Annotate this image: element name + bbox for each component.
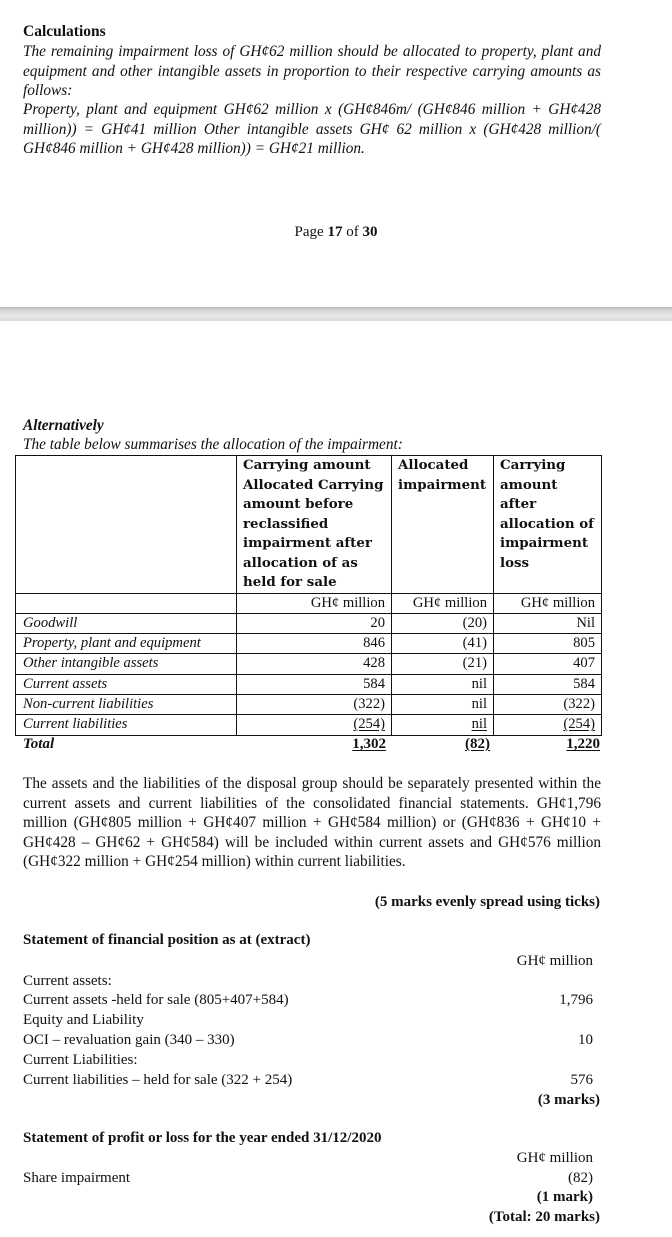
row-impairment: (20) bbox=[392, 613, 494, 633]
table-units-row bbox=[16, 593, 602, 613]
sofp-line-label: Current Liabilities: bbox=[23, 1052, 138, 1068]
sopl-heading: Statement of profit or loss for the year ended 31/12/2020 bbox=[23, 1130, 382, 1146]
row-label: Goodwill bbox=[16, 613, 237, 633]
total-after: 1,220 bbox=[566, 736, 600, 752]
row-before: (254) bbox=[353, 716, 385, 733]
row-before: 428 bbox=[237, 654, 392, 674]
sopl-unit: GH¢ million bbox=[516, 1150, 593, 1166]
row-impairment-cell bbox=[392, 715, 494, 735]
row-label: Non-current liabilities bbox=[16, 694, 237, 714]
page-total: 30 bbox=[362, 224, 378, 240]
total-before: 1,302 bbox=[352, 736, 386, 752]
row-impairment: (41) bbox=[392, 634, 494, 654]
sopl-marks: (1 mark) bbox=[536, 1189, 593, 1205]
marks-note-5: (5 marks evenly spread using ticks) bbox=[374, 894, 600, 910]
sofp-line-label: Current liabilities – held for sale (322 + 254) bbox=[23, 1072, 293, 1088]
header-cell-label bbox=[16, 456, 237, 594]
page-separator bbox=[0, 307, 672, 321]
table-header-row bbox=[16, 456, 602, 594]
sofp-line-label: Current assets: bbox=[23, 973, 112, 989]
sofp-line-value: 1,796 bbox=[559, 992, 593, 1008]
header-cell-carrying-before: Carrying amount Allocated Carrying amount before reclassified impairment after allocation of as held for sale bbox=[237, 456, 392, 594]
row-before: 846 bbox=[237, 634, 392, 654]
table-row bbox=[16, 634, 602, 654]
unit-cell: GH¢ million bbox=[494, 593, 602, 613]
calculations-paragraph-2: Property, plant and equipment GH¢62 million x (GH¢846m/ (GH¢846 million + GH¢428 million)) = GH¢41 million Other intangible assets GH¢ 62 million x (GH¢428 million/( GH¢846 million + GH¢428 million)) = GH¢21 million. bbox=[23, 101, 601, 157]
total-marks: (Total: 20 marks) bbox=[488, 1209, 600, 1225]
sofp-line-label: OCI – revaluation gain (340 – 330) bbox=[23, 1032, 235, 1048]
page-number bbox=[0, 224, 672, 241]
sofp-line-value: 10 bbox=[578, 1032, 593, 1048]
unit-cell: GH¢ million bbox=[237, 593, 392, 613]
sofp-unit: GH¢ million bbox=[516, 953, 593, 969]
sofp-line-label: Equity and Liability bbox=[23, 1012, 144, 1028]
impairment-allocation-table bbox=[15, 455, 602, 736]
calculations-paragraph-1: The remaining impairment loss of GH¢62 million should be allocated to property, plant and equipment and other intangible assets in proportion to their respective carrying amounts as follows: bbox=[23, 43, 601, 99]
row-impairment: nil bbox=[471, 716, 487, 733]
row-after: 407 bbox=[494, 654, 602, 674]
row-impairment: nil bbox=[392, 674, 494, 694]
row-after: (254) bbox=[563, 716, 595, 733]
row-after: 584 bbox=[494, 674, 602, 694]
total-impairment: (82) bbox=[465, 736, 490, 752]
header-cell-carrying-after: Carrying amount after allocation of impairment loss bbox=[494, 456, 602, 594]
row-impairment: nil bbox=[392, 694, 494, 714]
disposal-group-paragraph: The assets and the liabilities of the disposal group should be separately presented within the current assets and current liabilities of the consolidated financial statements. GH¢1,796 million (GH¢805 million + GH¢407 million + GH¢584 million) or (GH¢836 + GH¢10 + GH¢428 – GH¢62 + GH¢584) will be included within current assets and GH¢576 million (GH¢322 million + GH¢254 million) within current liabilities. bbox=[23, 775, 601, 870]
table-row bbox=[16, 654, 602, 674]
row-after: 805 bbox=[494, 634, 602, 654]
page-prefix: Page bbox=[294, 224, 328, 240]
unit-cell: GH¢ million bbox=[392, 593, 494, 613]
page-current: 17 bbox=[327, 224, 343, 240]
row-after: (322) bbox=[494, 694, 602, 714]
table-row bbox=[16, 694, 602, 714]
row-before: 20 bbox=[237, 613, 392, 633]
row-before: (322) bbox=[237, 694, 392, 714]
sofp-line-value: 576 bbox=[570, 1072, 593, 1088]
table-row bbox=[16, 674, 602, 694]
row-after-cell bbox=[494, 715, 602, 735]
table-row bbox=[16, 613, 602, 633]
row-impairment: (21) bbox=[392, 654, 494, 674]
sopl-line-label: Share impairment bbox=[23, 1170, 131, 1186]
row-label: Other intangible assets bbox=[16, 654, 237, 674]
sofp-marks: (3 marks) bbox=[537, 1092, 600, 1108]
alternatively-intro: The table below summarises the allocation of the impairment: bbox=[23, 436, 403, 453]
table-total-row bbox=[23, 736, 603, 756]
row-label: Property, plant and equipment bbox=[16, 634, 237, 654]
row-label: Current liabilities bbox=[16, 715, 237, 735]
total-label: Total bbox=[23, 736, 55, 752]
unit-cell bbox=[16, 593, 237, 613]
table-row bbox=[16, 715, 602, 735]
header-cell-allocated-impairment: Allocated impairment bbox=[392, 456, 494, 594]
row-after: Nil bbox=[494, 613, 602, 633]
sopl-line-value: (82) bbox=[568, 1170, 593, 1186]
page-of: of bbox=[342, 224, 363, 240]
alternatively-heading: Alternatively bbox=[23, 417, 104, 434]
row-before: 584 bbox=[237, 674, 392, 694]
calculations-heading: Calculations bbox=[23, 23, 106, 40]
sofp-heading: Statement of financial position as at (extract) bbox=[23, 932, 311, 948]
row-label: Current assets bbox=[16, 674, 237, 694]
row-before-cell bbox=[237, 715, 392, 735]
sofp-line-label: Current assets -held for sale (805+407+584) bbox=[23, 992, 289, 1008]
